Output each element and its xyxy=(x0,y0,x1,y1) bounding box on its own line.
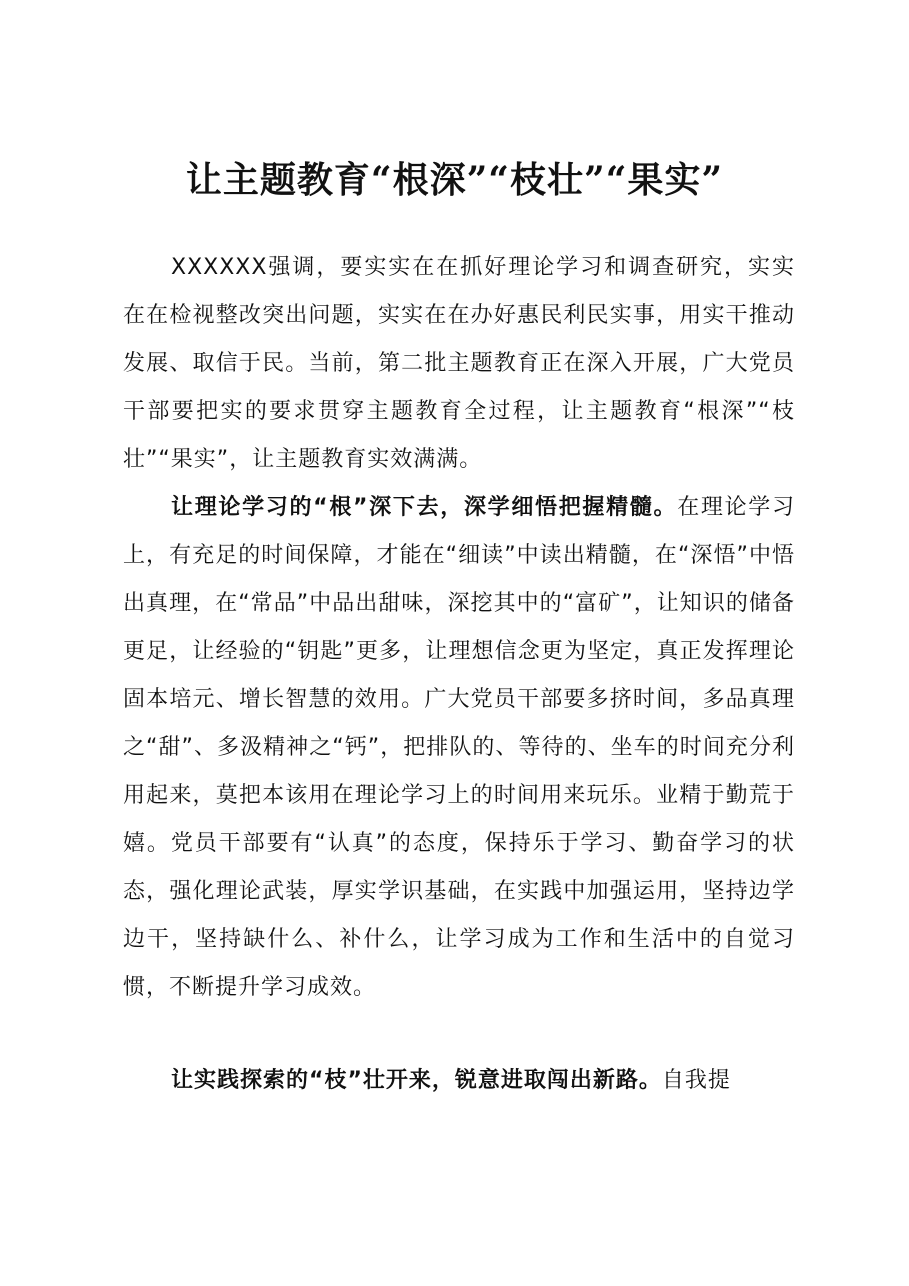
paragraph-practice xyxy=(123,1057,795,1105)
paragraph-text: 在理论学习上，有充足的时间保障，才能在“细读”中读出精髓，在“深悟”中悟出真理，在“常品”中品出甜味，深挖其中的“富矿”，让知识的储备更足，让经验的“钥匙”更多，让理想信念更为坚定，真正发挥理论固本培元、增长智慧的效用。广大党员干部要多挤时间，多品真理之“甜”、多汲精神之“钙”，把排队的、等待的、坐车的时间充分利用起来，莫把本该用在理论学习上的时间用来玩乐。业精于勤荒于嬉。党员干部要有“认真”的态度，保持乐于学习、勤奋学习的状态，强化理论武装，厚实学识基础，在实践中加强运用，坚持边学边干，坚持缺什么、补什么，让学习成为工作和生活中的自觉习惯，不断提升学习成效。 xyxy=(123,495,795,1000)
paragraph-intro xyxy=(123,244,795,484)
paragraph-lead: 让理论学习的“根”深下去，深学细悟把握精髓。 xyxy=(171,495,678,520)
paragraph-lead: 让实践探索的“枝”壮开来，锐意进取闯出新路。 xyxy=(171,1068,662,1093)
paragraph-text: 自我提 xyxy=(661,1068,731,1093)
paragraph-text: XXXXXX强调，要实实在在抓好理论学习和调查研究，实实在在检视整改突出问题，实实在在办好惠民利民实事，用实干推动发展、取信于民。当前，第二批主题教育正在深入开展，广大党员干部要把实的要求贯穿主题教育全过程，让主题教育“根深”“枝壮”“果实”，让主题教育实效满满。 xyxy=(123,255,795,472)
paragraph-theory-study xyxy=(123,484,795,1012)
document-title: 让主题教育“根深”“枝壮”“果实” xyxy=(185,159,724,201)
